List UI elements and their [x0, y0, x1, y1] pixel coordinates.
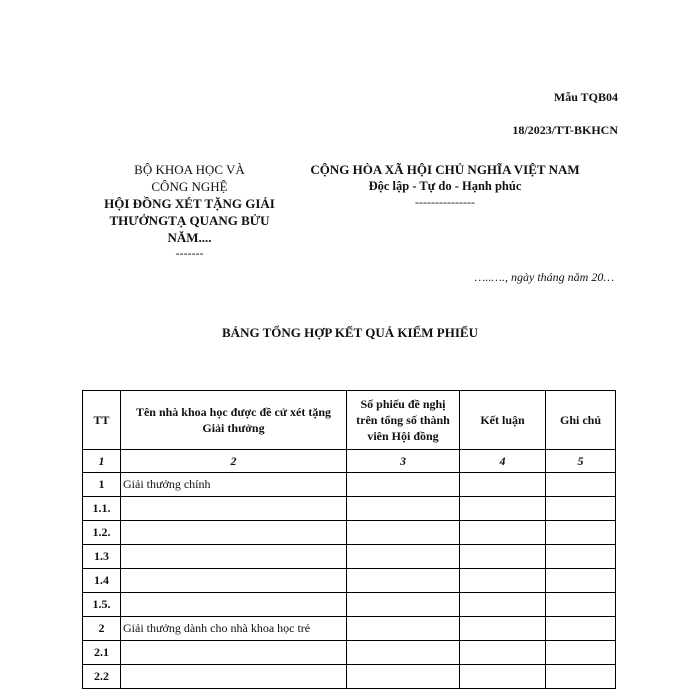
- note-cell: [546, 641, 616, 665]
- column-number: 2: [121, 450, 347, 473]
- row-index: 1: [83, 473, 121, 497]
- vote-tally-table: [82, 390, 616, 689]
- row-index: 1.2.: [83, 521, 121, 545]
- votes-cell: [347, 569, 460, 593]
- national-motto: Độc lập - Tự do - Hạnh phúc: [368, 179, 522, 193]
- table-row: [83, 545, 616, 569]
- table-row: [83, 593, 616, 617]
- conclusion-cell: [460, 521, 546, 545]
- conclusion-cell: [460, 641, 546, 665]
- table-row: [83, 497, 616, 521]
- votes-cell: [347, 617, 460, 641]
- row-name: [121, 641, 347, 665]
- votes-cell: [347, 545, 460, 569]
- header-nominee-name-line2: Giải thưởng: [202, 421, 265, 435]
- council-name-line2: THƯỞNGTẠ QUANG BỬU: [109, 213, 270, 228]
- left-header-separator: -------: [175, 246, 204, 260]
- document-title: BẢNG TỔNG HỢP KẾT QUẢ KIỂM PHIẾU: [222, 325, 478, 340]
- table-row: [83, 473, 616, 497]
- column-number: 1: [83, 450, 121, 473]
- circular-reference: 18/2023/TT-BKHCN: [512, 123, 618, 137]
- row-name: [121, 665, 347, 689]
- column-number: 5: [546, 450, 616, 473]
- votes-cell: [347, 473, 460, 497]
- row-name: [121, 497, 347, 521]
- votes-cell: [347, 497, 460, 521]
- conclusion-cell: [460, 665, 546, 689]
- conclusion-cell: [460, 473, 546, 497]
- column-number-row: [83, 450, 616, 473]
- issuing-authority-block: [82, 161, 297, 260]
- header-nominee-name-line1: Tên nhà khoa học được đề cử xét tặng: [135, 405, 332, 419]
- ministry-name-line1: BỘ KHOA HỌC VÀ: [134, 162, 245, 177]
- row-name: Giải thưởng chính: [121, 473, 347, 497]
- conclusion-cell: [460, 545, 546, 569]
- table-row: [83, 665, 616, 689]
- nation-name: CỘNG HÒA XÃ HỘI CHỦ NGHĨA VIỆT NAM: [310, 162, 580, 177]
- note-cell: [546, 665, 616, 689]
- row-name: [121, 545, 347, 569]
- header-votes: [347, 391, 460, 450]
- column-number: 4: [460, 450, 546, 473]
- row-name: [121, 569, 347, 593]
- form-code: Mẫu TQB04: [553, 90, 618, 104]
- table-header-row: [83, 391, 616, 450]
- table-row: [83, 641, 616, 665]
- row-index: 1.5.: [83, 593, 121, 617]
- votes-cell: [347, 641, 460, 665]
- date-line: …..…., ngày tháng năm 20…: [474, 270, 614, 284]
- row-name: Giải thưởng dành cho nhà khoa học trẻ: [121, 617, 347, 641]
- note-cell: [546, 545, 616, 569]
- note-cell: [546, 521, 616, 545]
- table-row: [83, 617, 616, 641]
- note-cell: [546, 593, 616, 617]
- row-index: 2.1: [83, 641, 121, 665]
- column-number: 3: [347, 450, 460, 473]
- row-index: 1.1.: [83, 497, 121, 521]
- votes-cell: [347, 593, 460, 617]
- council-name-line1: HỘI ĐỒNG XÉT TẶNG GIẢI: [104, 196, 275, 211]
- row-name: [121, 593, 347, 617]
- row-index: 1.3: [83, 545, 121, 569]
- header-votes-line3: viên Hội đồng: [367, 429, 439, 443]
- header-conclusion: Kết luận: [460, 391, 546, 450]
- row-index: 2.2: [83, 665, 121, 689]
- conclusion-cell: [460, 569, 546, 593]
- ministry-name-line2: CÔNG NGHỆ: [151, 179, 228, 194]
- right-header-separator: ---------------: [415, 195, 475, 209]
- header-votes-line1: Số phiếu đề nghị: [360, 397, 446, 411]
- table-row: [83, 521, 616, 545]
- header-tt: TT: [83, 391, 121, 450]
- conclusion-cell: [460, 593, 546, 617]
- conclusion-cell: [460, 497, 546, 521]
- note-cell: [546, 617, 616, 641]
- note-cell: [546, 473, 616, 497]
- council-name-line3: NĂM....: [167, 230, 212, 245]
- header-votes-line2: trên tổng số thành: [356, 413, 450, 427]
- votes-cell: [347, 521, 460, 545]
- national-header-block: [300, 161, 590, 209]
- row-name: [121, 521, 347, 545]
- row-index: 1.4: [83, 569, 121, 593]
- note-cell: [546, 497, 616, 521]
- row-index: 2: [83, 617, 121, 641]
- header-nominee-name: [121, 391, 347, 450]
- header-note: Ghi chú: [546, 391, 616, 450]
- conclusion-cell: [460, 617, 546, 641]
- note-cell: [546, 569, 616, 593]
- votes-cell: [347, 665, 460, 689]
- table-row: [83, 569, 616, 593]
